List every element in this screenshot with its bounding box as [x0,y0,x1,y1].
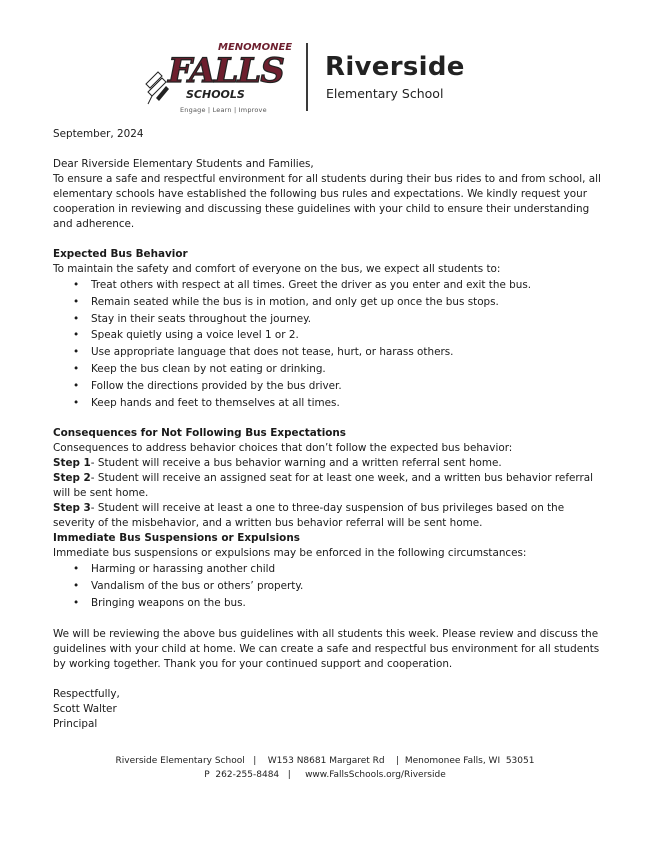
list-item: • Bringing weapons on the bus. [53,595,603,612]
letterhead [0,34,650,124]
logo-main-text: FALLS [168,51,284,91]
expected-behavior-heading: Expected Bus Behavior [53,248,188,260]
expected-behavior-lead: To maintain the safety and comfort of everyone on the bus, we expect all students to: [53,263,501,275]
immediate-heading: Immediate Bus Suspensions or Expulsions [53,532,300,545]
logo-bottom-text: SCHOOLS [186,88,245,101]
footer-contact: P 262-255-8484 | www.FallsSchools.org/Riverside [204,770,446,780]
school-name: Riverside [325,52,465,82]
step-1-label: Step 1 [53,457,91,470]
menomonee-falls-schools-logo [140,34,300,109]
list-item: • Treat others with respect at all times. Greet the driver as you enter and exit the bus. [53,277,603,294]
feather-icon [146,72,169,104]
logo-top-text: MENOMONEE [218,42,293,53]
step-2-label: Step 2 [53,472,91,485]
letter-date: September, 2024 [53,128,144,140]
closing-paragraph: We will be reviewing the above bus guidelines with all students this week. Please review and discuss the guidelines with your child at home. We can create a safe and respectful bus environment for all students by working together. Thank you for your continued support and cooperation. [53,627,600,670]
step-3 [53,501,603,531]
footer-address: Riverside Elementary School | W153 N8681 Margaret Rd | Menomonee Falls, WI 53051 [115,756,535,766]
list-item: • Keep the bus clean by not eating or drinking. [53,361,603,378]
expected-behavior-list [53,277,603,411]
list-item: • Vandalism of the bus or others’ property. [53,578,603,595]
school-subtitle: Elementary School [326,86,444,101]
step-1 [53,456,603,471]
consequences-heading: Consequences for Not Following Bus Expectations [53,427,346,440]
immediate-list [53,561,603,611]
signer-name: Scott Walter [53,702,117,715]
list-item: • Stay in their seats throughout the journey. [53,311,603,328]
greeting: Dear Riverside Elementary Students and Families, [53,158,314,170]
list-item: • Follow the directions provided by the bus driver. [53,378,603,395]
letter-body [53,127,603,732]
list-item: • Remain seated while the bus is in motion, and only get up once the bus stops. [53,294,603,311]
header-divider [306,43,308,111]
step-3-text: - Student will receive at least a one to three-day suspension of bus privileges based on the severity of the misbehavior, and a written bus behavior referral will be sent home. [53,502,565,530]
signoff: Respectfully, [53,687,120,700]
step-2 [53,471,603,501]
step-2-text: - Student will receive an assigned seat for at least one week, and a written bus behavior referral will be sent home. [53,472,593,500]
list-item: • Speak quietly using a voice level 1 or 2. [53,327,603,344]
logo-tagline: Engage | Learn | Improve [180,106,267,114]
signer-title: Principal [53,717,98,730]
list-item: • Use appropriate language that does not tease, hurt, or harass others. [53,344,603,361]
step-3-label: Step 3 [53,502,91,515]
intro-paragraph: To ensure a safe and respectful environment for all students during their bus rides to and from school, all elementary schools have established the following bus rules and expectations. We kindly request your cooperation in reviewing and discussing these guidelines with your child to ensure their understanding and adherence. [53,173,601,230]
step-1-text: - Student will receive a bus behavior warning and a written referral sent home. [90,457,502,470]
list-item: • Harming or harassing another child [53,561,603,578]
list-item: • Keep hands and feet to themselves at all times. [53,395,603,412]
consequences-lead: Consequences to address behavior choices that don’t follow the expected bus behavior: [53,442,513,455]
immediate-lead: Immediate bus suspensions or expulsions may be enforced in the following circumstances: [53,547,527,560]
